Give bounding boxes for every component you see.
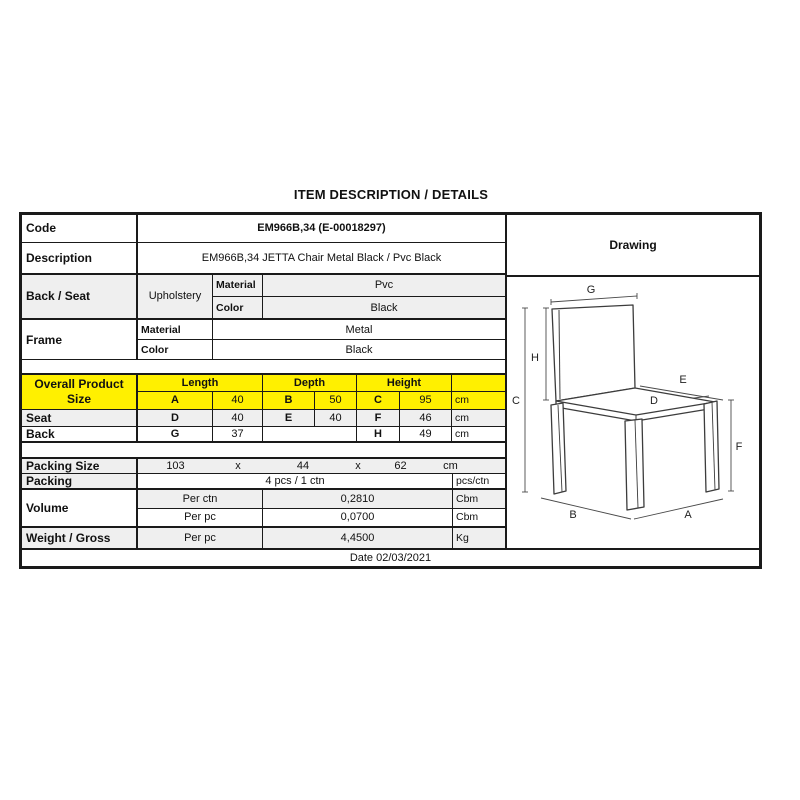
dim-label-g: G xyxy=(586,284,596,296)
dim-label-f: F xyxy=(735,441,743,453)
description-value: EM966B,34 JETTA Chair Metal Black / Pvc Black xyxy=(201,251,442,264)
color-value: Black xyxy=(370,301,398,314)
frame-material-value: Metal xyxy=(345,323,373,336)
chair-technical-drawing xyxy=(507,277,757,548)
frame-color-row xyxy=(138,340,505,359)
drawing-header: Drawing xyxy=(507,215,759,277)
back-depth-empty-cell xyxy=(263,427,357,441)
volume-per-pc-row: Per pc 0,0700 Cbm xyxy=(138,509,505,526)
date-row xyxy=(22,550,759,566)
code-value: EM966B,34 (E-00018297) xyxy=(257,222,386,235)
dim-label-b: B xyxy=(569,509,577,521)
overall-size-label: Overall Product Size xyxy=(22,375,138,409)
packing-size-row: Packing Size 103 x 44 x 62 cm xyxy=(22,459,505,474)
dim-label-d: D xyxy=(650,395,658,407)
weight-row: Weight / Gross Per pc 4,4500 Kg xyxy=(22,528,505,548)
code-row xyxy=(22,215,505,243)
dim-label-a: A xyxy=(684,509,692,521)
date-text: Date 02/03/2021 xyxy=(349,552,432,564)
spacer-row xyxy=(22,360,505,375)
table-body xyxy=(22,215,759,550)
chair-drawing xyxy=(507,277,759,548)
frame-material-row xyxy=(138,320,505,340)
frame-material-label: Material xyxy=(138,320,213,339)
upholstery-label: Upholstery xyxy=(138,275,213,319)
color-label: Color xyxy=(213,297,263,318)
dimension-headers xyxy=(138,375,505,392)
back-seat-subtable xyxy=(213,275,505,319)
code-label: Code xyxy=(22,215,138,242)
packing-unit: pcs/ctn xyxy=(456,475,490,488)
height-header: Height xyxy=(357,375,452,391)
dim-label-e: E xyxy=(679,374,687,386)
specs-section xyxy=(22,215,507,548)
back-seat-material-row xyxy=(213,275,505,297)
drawing-section xyxy=(507,215,759,548)
back-seat-color-row xyxy=(213,297,505,318)
material-label: Material xyxy=(213,275,263,296)
back-dimensions-row: Back G 37 H 49 cm xyxy=(22,427,505,443)
frame-color-label: Color xyxy=(138,340,213,359)
back-seat-label: Back / Seat xyxy=(22,275,138,319)
frame-label: Frame xyxy=(22,320,138,359)
depth-header: Depth xyxy=(263,375,357,391)
description-label: Description xyxy=(22,243,138,273)
length-header: Length xyxy=(138,375,263,391)
volume-row: Volume Per ctn 0,2810 Cbm Per pc 0,0700 Cbm xyxy=(22,490,505,528)
material-value: Pvc xyxy=(374,279,394,292)
packing-row: Packing 4 pcs / 1 ctn pcs/ctn xyxy=(22,474,505,490)
frame-subtable xyxy=(138,320,505,359)
page-title: ITEM DESCRIPTION / DETAILS xyxy=(293,187,489,202)
seat-dimensions-row: Seat D 40 E 40 F 46 cm xyxy=(22,410,505,427)
packing-value: 4 pcs / 1 ctn xyxy=(138,474,453,488)
back-seat-row xyxy=(22,275,505,321)
overall-values-row: A 40 B 50 C 95 cm xyxy=(138,392,505,408)
frame-row xyxy=(22,320,505,360)
overall-size-header-rows xyxy=(22,375,505,410)
item-details-table xyxy=(19,212,762,569)
volume-per-ctn-row: Per ctn 0,2810 Cbm xyxy=(138,490,505,508)
description-row xyxy=(22,243,505,275)
dim-label-c: C xyxy=(512,395,520,407)
dim-label-h: H xyxy=(531,352,539,364)
spacer-row xyxy=(22,443,505,460)
frame-color-value: Black xyxy=(345,343,373,356)
